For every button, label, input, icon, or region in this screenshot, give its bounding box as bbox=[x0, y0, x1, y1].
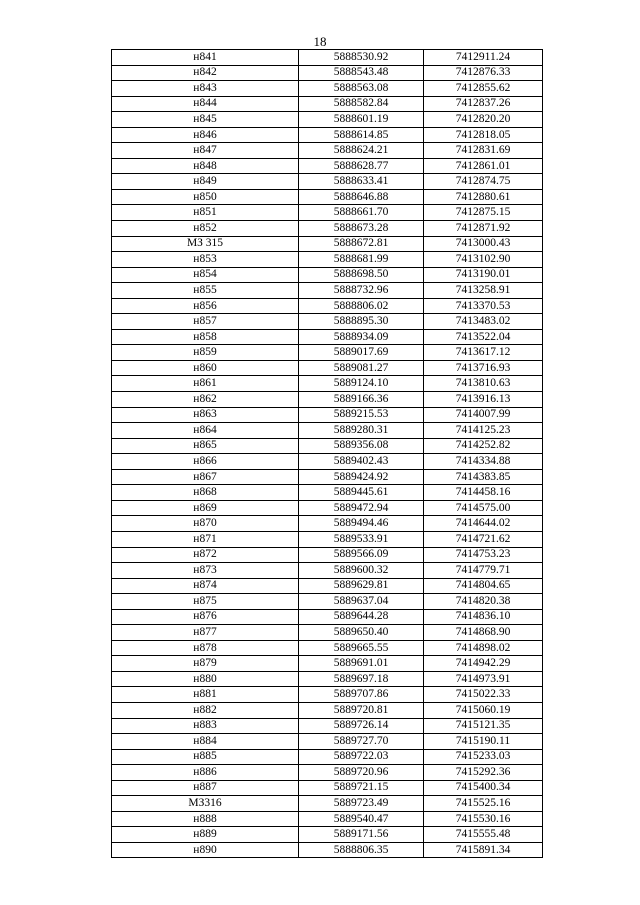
coordinates-table bbox=[111, 49, 543, 858]
x-coordinate-cell: 5889722.03 bbox=[299, 749, 424, 765]
point-id-cell: н884 bbox=[112, 734, 299, 750]
y-coordinate-cell: 7414868.90 bbox=[424, 625, 543, 641]
y-coordinate-cell: 7414334.88 bbox=[424, 454, 543, 470]
table-row bbox=[112, 143, 543, 159]
table-row bbox=[112, 96, 543, 112]
table-row bbox=[112, 500, 543, 516]
y-coordinate-cell: 7412861.01 bbox=[424, 158, 543, 174]
table-row bbox=[112, 158, 543, 174]
table-row bbox=[112, 314, 543, 330]
y-coordinate-cell: 7412820.20 bbox=[424, 112, 543, 128]
table-row bbox=[112, 267, 543, 283]
y-coordinate-cell: 7412911.24 bbox=[424, 50, 543, 66]
point-id-cell: н869 bbox=[112, 500, 299, 516]
x-coordinate-cell: 5889629.81 bbox=[299, 578, 424, 594]
x-coordinate-cell: 5889665.55 bbox=[299, 640, 424, 656]
table-row bbox=[112, 671, 543, 687]
point-id-cell: н882 bbox=[112, 702, 299, 718]
table-row bbox=[112, 531, 543, 547]
x-coordinate-cell: 5889727.70 bbox=[299, 734, 424, 750]
table-row bbox=[112, 811, 543, 827]
x-coordinate-cell: 5889726.14 bbox=[299, 718, 424, 734]
y-coordinate-cell: 7414898.02 bbox=[424, 640, 543, 656]
point-id-cell: н880 bbox=[112, 671, 299, 687]
y-coordinate-cell: 7412875.15 bbox=[424, 205, 543, 221]
table-row bbox=[112, 594, 543, 610]
point-id-cell: н852 bbox=[112, 221, 299, 237]
x-coordinate-cell: 5889445.61 bbox=[299, 485, 424, 501]
table-row bbox=[112, 438, 543, 454]
x-coordinate-cell: 5888563.08 bbox=[299, 81, 424, 97]
x-coordinate-cell: 5888698.50 bbox=[299, 267, 424, 283]
point-id-cell: н885 bbox=[112, 749, 299, 765]
y-coordinate-cell: 7414973.91 bbox=[424, 671, 543, 687]
point-id-cell: н887 bbox=[112, 780, 299, 796]
y-coordinate-cell: 7414007.99 bbox=[424, 407, 543, 423]
x-coordinate-cell: 5889691.01 bbox=[299, 656, 424, 672]
point-id-cell: н874 bbox=[112, 578, 299, 594]
table-row bbox=[112, 469, 543, 485]
point-id-cell: н850 bbox=[112, 189, 299, 205]
y-coordinate-cell: 7415530.16 bbox=[424, 811, 543, 827]
x-coordinate-cell: 5889280.31 bbox=[299, 423, 424, 439]
table-row bbox=[112, 236, 543, 252]
x-coordinate-cell: 5889721.15 bbox=[299, 780, 424, 796]
table-row bbox=[112, 702, 543, 718]
x-coordinate-cell: 5888628.77 bbox=[299, 158, 424, 174]
x-coordinate-cell: 5889600.32 bbox=[299, 563, 424, 579]
y-coordinate-cell: 7413716.93 bbox=[424, 360, 543, 376]
table-row bbox=[112, 734, 543, 750]
point-id-cell: н863 bbox=[112, 407, 299, 423]
y-coordinate-cell: 7413522.04 bbox=[424, 329, 543, 345]
point-id-cell: н875 bbox=[112, 594, 299, 610]
x-coordinate-cell: 5889644.28 bbox=[299, 609, 424, 625]
y-coordinate-cell: 7413102.90 bbox=[424, 252, 543, 268]
x-coordinate-cell: 5888732.96 bbox=[299, 283, 424, 299]
table-row bbox=[112, 718, 543, 734]
x-coordinate-cell: 5889494.46 bbox=[299, 516, 424, 532]
point-id-cell: н860 bbox=[112, 360, 299, 376]
x-coordinate-cell: 5888895.30 bbox=[299, 314, 424, 330]
y-coordinate-cell: 7413617.12 bbox=[424, 345, 543, 361]
table-row bbox=[112, 516, 543, 532]
point-id-cell: н845 bbox=[112, 112, 299, 128]
point-id-cell: н878 bbox=[112, 640, 299, 656]
table-row bbox=[112, 329, 543, 345]
y-coordinate-cell: 7415555.48 bbox=[424, 827, 543, 843]
point-id-cell: н879 bbox=[112, 656, 299, 672]
point-id-cell: н841 bbox=[112, 50, 299, 66]
x-coordinate-cell: 5889533.91 bbox=[299, 531, 424, 547]
table-row bbox=[112, 765, 543, 781]
x-coordinate-cell: 5889637.04 bbox=[299, 594, 424, 610]
point-id-cell: н856 bbox=[112, 298, 299, 314]
x-coordinate-cell: 5888543.48 bbox=[299, 65, 424, 81]
x-coordinate-cell: 5889720.96 bbox=[299, 765, 424, 781]
table-row bbox=[112, 65, 543, 81]
y-coordinate-cell: 7412880.61 bbox=[424, 189, 543, 205]
table-row bbox=[112, 485, 543, 501]
x-coordinate-cell: 5889424.92 bbox=[299, 469, 424, 485]
table-row bbox=[112, 842, 543, 858]
y-coordinate-cell: 7412855.62 bbox=[424, 81, 543, 97]
y-coordinate-cell: 7415022.33 bbox=[424, 687, 543, 703]
x-coordinate-cell: 5889402.43 bbox=[299, 454, 424, 470]
point-id-cell: н844 bbox=[112, 96, 299, 112]
point-id-cell: н867 bbox=[112, 469, 299, 485]
y-coordinate-cell: 7413258.91 bbox=[424, 283, 543, 299]
y-coordinate-cell: 7412874.75 bbox=[424, 174, 543, 190]
y-coordinate-cell: 7415525.16 bbox=[424, 796, 543, 812]
table-row bbox=[112, 749, 543, 765]
y-coordinate-cell: 7413000.43 bbox=[424, 236, 543, 252]
point-id-cell: н862 bbox=[112, 392, 299, 408]
y-coordinate-cell: 7412871.92 bbox=[424, 221, 543, 237]
x-coordinate-cell: 5889081.27 bbox=[299, 360, 424, 376]
x-coordinate-cell: 5888806.35 bbox=[299, 842, 424, 858]
y-coordinate-cell: 7414779.71 bbox=[424, 563, 543, 579]
table-row bbox=[112, 625, 543, 641]
point-id-cell: н871 bbox=[112, 531, 299, 547]
y-coordinate-cell: 7414820.38 bbox=[424, 594, 543, 610]
point-id-cell: н890 bbox=[112, 842, 299, 858]
point-id-cell: МЗ 315 bbox=[112, 236, 299, 252]
y-coordinate-cell: 7414383.85 bbox=[424, 469, 543, 485]
point-id-cell: н854 bbox=[112, 267, 299, 283]
y-coordinate-cell: 7415400.34 bbox=[424, 780, 543, 796]
y-coordinate-cell: 7414804.65 bbox=[424, 578, 543, 594]
y-coordinate-cell: 7415233.03 bbox=[424, 749, 543, 765]
x-coordinate-cell: 5889472.94 bbox=[299, 500, 424, 516]
y-coordinate-cell: 7414836.10 bbox=[424, 609, 543, 625]
x-coordinate-cell: 5888672.81 bbox=[299, 236, 424, 252]
point-id-cell: н870 bbox=[112, 516, 299, 532]
point-id-cell: н861 bbox=[112, 376, 299, 392]
y-coordinate-cell: 7414252.82 bbox=[424, 438, 543, 454]
table-row bbox=[112, 656, 543, 672]
table-row bbox=[112, 796, 543, 812]
table-row bbox=[112, 127, 543, 143]
x-coordinate-cell: 5888806.02 bbox=[299, 298, 424, 314]
x-coordinate-cell: 5889697.18 bbox=[299, 671, 424, 687]
table-row bbox=[112, 189, 543, 205]
x-coordinate-cell: 5889166.36 bbox=[299, 392, 424, 408]
x-coordinate-cell: 5888582.84 bbox=[299, 96, 424, 112]
table-row bbox=[112, 345, 543, 361]
point-id-cell: н855 bbox=[112, 283, 299, 299]
y-coordinate-cell: 7414644.02 bbox=[424, 516, 543, 532]
table-row bbox=[112, 392, 543, 408]
point-id-cell: н858 bbox=[112, 329, 299, 345]
point-id-cell: н883 bbox=[112, 718, 299, 734]
point-id-cell: н889 bbox=[112, 827, 299, 843]
page-number: 18 bbox=[313, 34, 327, 49]
x-coordinate-cell: 5888934.09 bbox=[299, 329, 424, 345]
table-row bbox=[112, 547, 543, 563]
table-row bbox=[112, 221, 543, 237]
x-coordinate-cell: 5888624.21 bbox=[299, 143, 424, 159]
table-row bbox=[112, 360, 543, 376]
x-coordinate-cell: 5889707.86 bbox=[299, 687, 424, 703]
x-coordinate-cell: 5888614.85 bbox=[299, 127, 424, 143]
point-id-cell: н886 bbox=[112, 765, 299, 781]
y-coordinate-cell: 7413190.01 bbox=[424, 267, 543, 283]
point-id-cell: н865 bbox=[112, 438, 299, 454]
x-coordinate-cell: 5888633.41 bbox=[299, 174, 424, 190]
point-id-cell: н876 bbox=[112, 609, 299, 625]
point-id-cell: н868 bbox=[112, 485, 299, 501]
table-row bbox=[112, 298, 543, 314]
table-row bbox=[112, 174, 543, 190]
table-row bbox=[112, 578, 543, 594]
x-coordinate-cell: 5889171.56 bbox=[299, 827, 424, 843]
y-coordinate-cell: 7415190.11 bbox=[424, 734, 543, 750]
x-coordinate-cell: 5889215.53 bbox=[299, 407, 424, 423]
x-coordinate-cell: 5889356.08 bbox=[299, 438, 424, 454]
x-coordinate-cell: 5889566.09 bbox=[299, 547, 424, 563]
x-coordinate-cell: 5888601.19 bbox=[299, 112, 424, 128]
point-id-cell: н859 bbox=[112, 345, 299, 361]
table-row bbox=[112, 252, 543, 268]
table-row bbox=[112, 827, 543, 843]
table-row bbox=[112, 407, 543, 423]
y-coordinate-cell: 7414753.23 bbox=[424, 547, 543, 563]
point-id-cell: н843 bbox=[112, 81, 299, 97]
x-coordinate-cell: 5889723.49 bbox=[299, 796, 424, 812]
point-id-cell: н866 bbox=[112, 454, 299, 470]
x-coordinate-cell: 5888681.99 bbox=[299, 252, 424, 268]
table-row bbox=[112, 640, 543, 656]
point-id-cell: н864 bbox=[112, 423, 299, 439]
point-id-cell: н848 bbox=[112, 158, 299, 174]
point-id-cell: н846 bbox=[112, 127, 299, 143]
y-coordinate-cell: 7414575.00 bbox=[424, 500, 543, 516]
point-id-cell: н888 bbox=[112, 811, 299, 827]
point-id-cell: н853 bbox=[112, 252, 299, 268]
y-coordinate-cell: 7414125.23 bbox=[424, 423, 543, 439]
table-row bbox=[112, 376, 543, 392]
x-coordinate-cell: 5888530.92 bbox=[299, 50, 424, 66]
point-id-cell: н877 bbox=[112, 625, 299, 641]
table-row bbox=[112, 283, 543, 299]
y-coordinate-cell: 7413916.13 bbox=[424, 392, 543, 408]
table-row bbox=[112, 423, 543, 439]
y-coordinate-cell: 7412876.33 bbox=[424, 65, 543, 81]
table-row bbox=[112, 780, 543, 796]
table-row bbox=[112, 563, 543, 579]
y-coordinate-cell: 7412818.05 bbox=[424, 127, 543, 143]
y-coordinate-cell: 7415121.35 bbox=[424, 718, 543, 734]
table-row bbox=[112, 205, 543, 221]
table-row bbox=[112, 454, 543, 470]
point-id-cell: н849 bbox=[112, 174, 299, 190]
table-row bbox=[112, 609, 543, 625]
point-id-cell: н847 bbox=[112, 143, 299, 159]
table-row bbox=[112, 50, 543, 66]
y-coordinate-cell: 7415060.19 bbox=[424, 702, 543, 718]
y-coordinate-cell: 7413370.53 bbox=[424, 298, 543, 314]
point-id-cell: н842 bbox=[112, 65, 299, 81]
y-coordinate-cell: 7414458.16 bbox=[424, 485, 543, 501]
y-coordinate-cell: 7413810.63 bbox=[424, 376, 543, 392]
y-coordinate-cell: 7415292.36 bbox=[424, 765, 543, 781]
x-coordinate-cell: 5888661.70 bbox=[299, 205, 424, 221]
x-coordinate-cell: 5889124.10 bbox=[299, 376, 424, 392]
point-id-cell: н873 bbox=[112, 563, 299, 579]
point-id-cell: н851 bbox=[112, 205, 299, 221]
table-row bbox=[112, 687, 543, 703]
point-id-cell: н881 bbox=[112, 687, 299, 703]
table-row bbox=[112, 112, 543, 128]
coordinates-table-body bbox=[112, 50, 543, 858]
y-coordinate-cell: 7412837.26 bbox=[424, 96, 543, 112]
table-row bbox=[112, 81, 543, 97]
y-coordinate-cell: 7414942.29 bbox=[424, 656, 543, 672]
x-coordinate-cell: 5888646.88 bbox=[299, 189, 424, 205]
y-coordinate-cell: 7415891.34 bbox=[424, 842, 543, 858]
point-id-cell: МЗ316 bbox=[112, 796, 299, 812]
y-coordinate-cell: 7414721.62 bbox=[424, 531, 543, 547]
x-coordinate-cell: 5889540.47 bbox=[299, 811, 424, 827]
point-id-cell: н857 bbox=[112, 314, 299, 330]
point-id-cell: н872 bbox=[112, 547, 299, 563]
x-coordinate-cell: 5889017.69 bbox=[299, 345, 424, 361]
y-coordinate-cell: 7412831.69 bbox=[424, 143, 543, 159]
y-coordinate-cell: 7413483.02 bbox=[424, 314, 543, 330]
x-coordinate-cell: 5889650.40 bbox=[299, 625, 424, 641]
x-coordinate-cell: 5888673.28 bbox=[299, 221, 424, 237]
x-coordinate-cell: 5889720.81 bbox=[299, 702, 424, 718]
